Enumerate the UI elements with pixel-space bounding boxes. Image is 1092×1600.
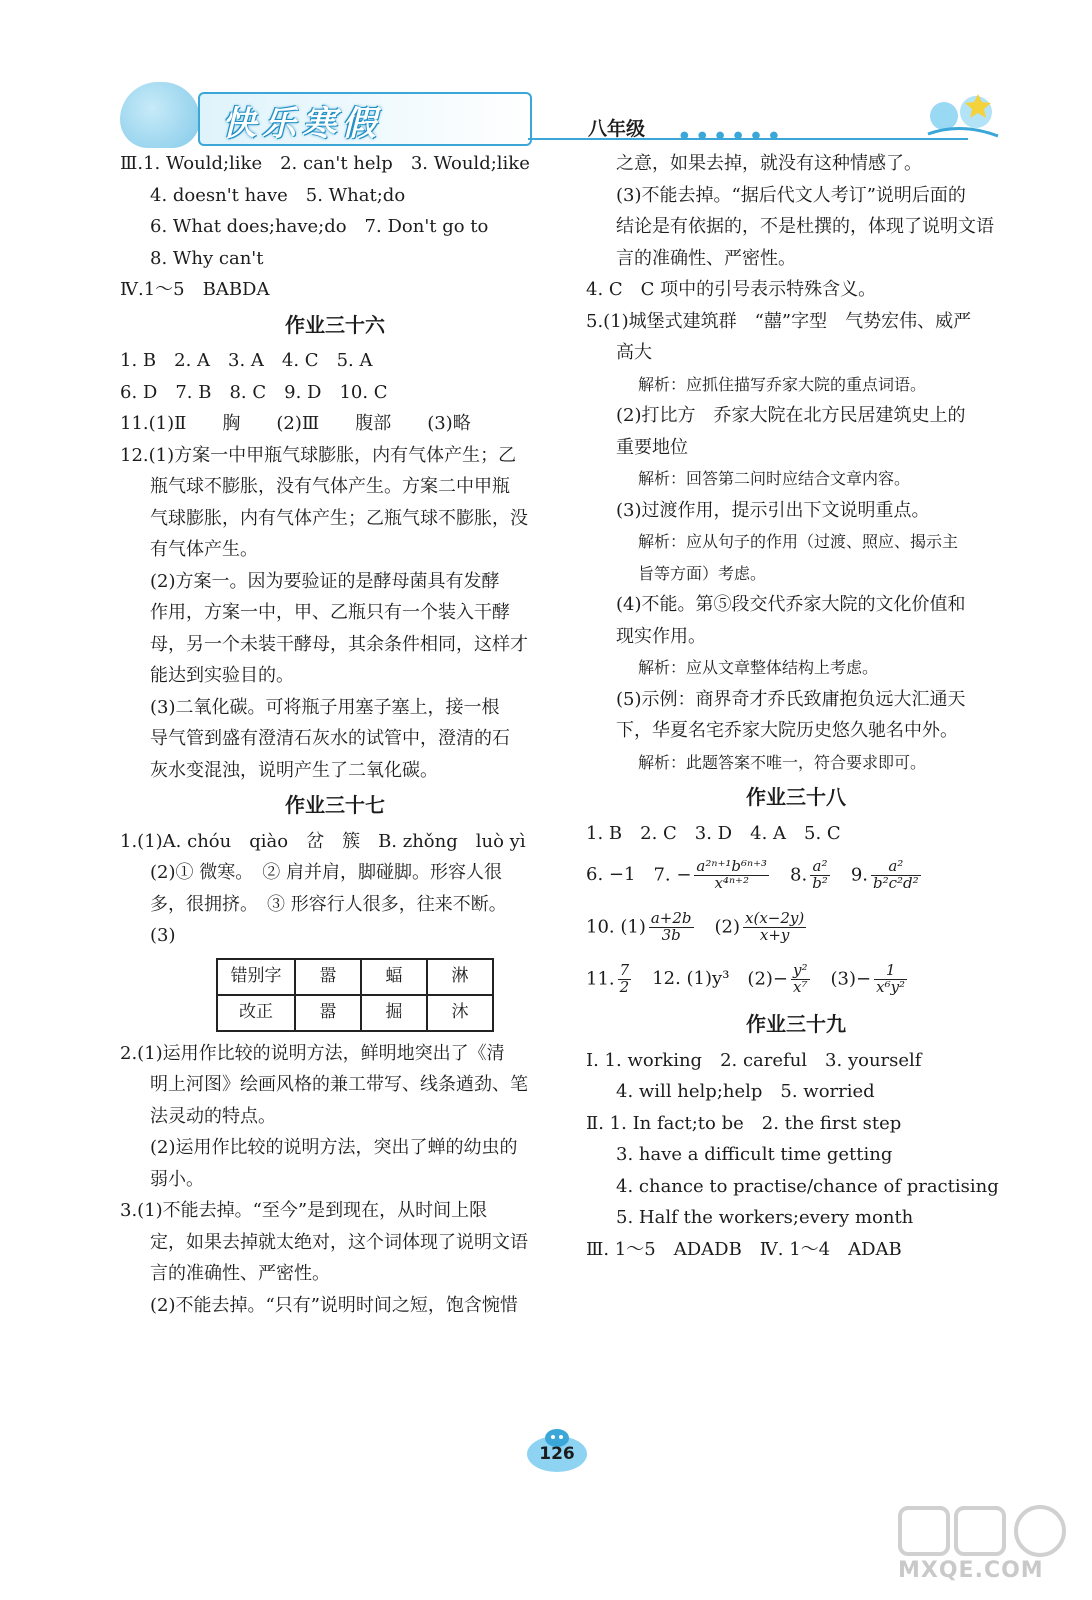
answer-line: (2)方案一。因为要验证的是酵母菌具有发酵 bbox=[150, 570, 500, 592]
answer-line: 6. What does;have;do 7. Don't go to bbox=[150, 216, 489, 237]
answer-line: 言的准确性、严密性。 bbox=[616, 247, 796, 269]
watermark-text: MXQE.COM bbox=[898, 1558, 1044, 1583]
book-title: 快乐寒假 bbox=[222, 104, 382, 144]
answer-line: 瓶气球不膨胀，没有气体产生。方案二中甲瓶 bbox=[150, 476, 510, 497]
analysis-note: 解析：应从句子的作用（过渡、照应、揭示主 bbox=[638, 532, 959, 551]
fraction bbox=[743, 908, 806, 944]
section-heading-37: 作业三十七 bbox=[285, 793, 385, 817]
answer-line: 3.(1)不能去掉。“至今”是到现在，从时间上限 bbox=[120, 1200, 488, 1221]
answer-line: (2)打比方 乔家大院在北方民居建筑史上的 bbox=[616, 405, 966, 426]
answer-line: (3)二氧化碳。可将瓶子用塞子塞上，接一根 bbox=[150, 696, 500, 718]
analysis-note: 解析：此题答案不唯一，符合要求即可。 bbox=[638, 752, 927, 772]
denominator: 3b bbox=[661, 925, 681, 944]
answer-line: 4. doesn't have 5. What;do bbox=[150, 184, 406, 206]
answer-line: 法灵动的特点。 bbox=[150, 1105, 276, 1127]
answer-line: 3. have a difficult time getting bbox=[616, 1144, 893, 1165]
answer-line: (3) bbox=[150, 925, 176, 946]
answer-line: (3)不能去掉。“据后代文人考订”说明后面的 bbox=[616, 184, 966, 206]
answer-line: 4. will help;help 5. worried bbox=[616, 1081, 875, 1102]
table-cell: 嚣 bbox=[295, 959, 361, 995]
fraction bbox=[874, 960, 907, 996]
answer-line: 5. Half the workers;every month bbox=[616, 1207, 914, 1228]
answer-line: 有气体产生。 bbox=[150, 539, 258, 560]
math-answer-row bbox=[586, 849, 1006, 901]
answer-line: 弱小。 bbox=[150, 1168, 204, 1190]
analysis-note: 解析：回答第二问时应结合文章内容。 bbox=[638, 469, 911, 488]
answer-line: Ⅰ. 1. working 2. careful 3. yourself bbox=[586, 1049, 922, 1071]
math-answer-row bbox=[586, 953, 1006, 1005]
answer-line: 明上河图》绘画风格的兼工带写、线条遒劲、笔 bbox=[150, 1074, 528, 1095]
answer-line: 2.(1)运用作比较的说明方法，鲜明地突出了《清 bbox=[120, 1042, 505, 1064]
math-label: (2)− bbox=[747, 968, 789, 989]
denominator: b²c²d² bbox=[873, 873, 919, 892]
math-label: 11. bbox=[586, 968, 615, 989]
math-answer bbox=[714, 908, 810, 944]
math-label: 8. bbox=[790, 864, 808, 885]
typo-correction-table bbox=[216, 958, 494, 1032]
math-answer bbox=[586, 960, 634, 996]
math-answer: 6. −1 bbox=[586, 864, 636, 886]
answer-line: 6. D 7. B 8. C 9. D 10. C bbox=[120, 381, 388, 403]
answer-line: 4. C C 项中的引号表示特殊含义。 bbox=[586, 279, 877, 300]
table-cell: 蝠 bbox=[361, 959, 427, 995]
answer-line: (2)运用作比较的说明方法，突出了蝉的幼虫的 bbox=[150, 1137, 518, 1158]
mascot-icon bbox=[120, 82, 200, 148]
answer-line: 12.(1)方案一中甲瓶气球膨胀，内有气体产生；乙 bbox=[120, 444, 517, 466]
table-cell: 错别字 bbox=[217, 959, 295, 995]
analysis-note: 旨等方面）考虑。 bbox=[638, 563, 767, 583]
answer-line: 现实作用。 bbox=[616, 625, 706, 647]
math-answer: 12. (1)y³ bbox=[652, 968, 730, 990]
table-cell: 淋 bbox=[427, 959, 493, 995]
page-number: 126 bbox=[539, 1444, 575, 1464]
fraction bbox=[810, 856, 830, 892]
table-cell: 掘 bbox=[361, 995, 427, 1031]
math-label: (3)− bbox=[830, 968, 872, 989]
answer-line: 重要地位 bbox=[616, 436, 688, 458]
answer-line: (5)示例：商界奇才乔氏致庸抱负远大汇通天 bbox=[616, 688, 966, 710]
denominator: b² bbox=[812, 873, 828, 892]
numerator: y² bbox=[793, 960, 808, 979]
analysis-note: 解析：应抓住描写乔家大院的重点词语。 bbox=[638, 374, 927, 394]
answer-line: 高大 bbox=[616, 342, 652, 363]
answer-line: (4)不能。第⑤段交代乔家大院的文化价值和 bbox=[616, 594, 966, 615]
denominator: x+y bbox=[759, 925, 790, 944]
numerator: a² bbox=[810, 859, 830, 876]
analysis-note: 解析：应从文章整体结构上考虑。 bbox=[638, 658, 879, 677]
answer-line: 导气管到盛有澄清石灰水的试管中，澄清的石 bbox=[150, 728, 510, 749]
math-label: 9. bbox=[850, 864, 869, 885]
numerator: 1 bbox=[874, 963, 907, 980]
answer-line: 定，如果去掉就太绝对，这个词体现了说明文语 bbox=[150, 1231, 528, 1253]
answer-line: 气球膨胀，内有气体产生；乙瓶气球不膨胀，没 bbox=[150, 507, 528, 529]
answer-line: 8. Why can't bbox=[150, 247, 264, 269]
answer-line: Ⅱ. 1. In fact;to be 2. the first step bbox=[586, 1112, 902, 1134]
answer-line: 1.(1)A. chóu qiào 岔 簇 B. zhǒng luò yì bbox=[120, 830, 526, 852]
answer-line: 之意，如果去掉，就没有这种情感了。 bbox=[616, 153, 922, 174]
table-cell: 沐 bbox=[427, 995, 493, 1031]
watermark bbox=[890, 1500, 1080, 1590]
answer-line: 灰水变混浊，说明产生了二氧化碳。 bbox=[150, 759, 438, 781]
math-label: (2) bbox=[714, 916, 741, 937]
answer-line: Ⅳ.1～5 BABDA bbox=[120, 279, 270, 300]
numerator: x(x−2y) bbox=[745, 908, 805, 927]
math-label: 10. (1) bbox=[586, 916, 646, 937]
fraction bbox=[649, 908, 694, 944]
answer-line: (2)不能去掉。“只有”说明时间之短，饱含惋惜 bbox=[150, 1294, 518, 1316]
denominator: 2 bbox=[619, 977, 630, 996]
fraction bbox=[871, 856, 921, 892]
section-heading-36: 作业三十六 bbox=[285, 312, 385, 337]
denominator: x⁴ⁿ⁺² bbox=[714, 873, 749, 892]
denominator: x⁶y² bbox=[876, 977, 906, 996]
answer-line: 1. B 2. C 3. D 4. A 5. C bbox=[586, 822, 841, 844]
answer-line: 多，很拥挤。 ③ 形容行人很多，往来不断。 bbox=[150, 893, 507, 915]
math-answer bbox=[653, 856, 772, 892]
numerator: a+2b bbox=[650, 908, 692, 927]
math-answer bbox=[747, 960, 812, 996]
math-answer-row bbox=[586, 901, 1006, 953]
numerator: a² bbox=[871, 859, 921, 876]
left-column bbox=[120, 148, 550, 1321]
numerator: a²ⁿ⁺¹b⁶ⁿ⁺³ bbox=[696, 856, 768, 875]
answer-line: (2)① 微寒。 ② 肩并肩，脚碰脚。形容人很 bbox=[150, 862, 502, 883]
numerator: 7 bbox=[619, 960, 630, 979]
page-number-badge bbox=[522, 1424, 592, 1474]
math-answer bbox=[830, 960, 911, 996]
right-column bbox=[586, 148, 1006, 1265]
answer-line: 言的准确性、严密性。 bbox=[150, 1263, 330, 1284]
math-label: 7. − bbox=[653, 864, 692, 885]
fraction bbox=[618, 960, 632, 996]
answer-line: Ⅲ. 1～5 ADADB Ⅳ. 1～4 ADAB bbox=[586, 1238, 902, 1260]
math-answer bbox=[586, 908, 697, 944]
answer-line: 1. B 2. A 3. A 4. C 5. A bbox=[120, 350, 373, 371]
dots-decoration: ● ● ● ● ● ● bbox=[680, 130, 782, 141]
answer-line: 5.(1)城堡式建筑群 “囍”字型 气势宏伟、威严 bbox=[586, 310, 972, 332]
answer-line: 作用，方案一中，甲、乙瓶只有一个装入干酵 bbox=[150, 602, 510, 623]
table-cell: 改正 bbox=[217, 995, 295, 1031]
answer-line: 下，华夏名宅乔家大院历史悠久驰名中外。 bbox=[616, 720, 958, 741]
fraction bbox=[694, 856, 769, 892]
answer-line: 11.(1)Ⅱ 胸 (2)Ⅲ 腹部 (3)略 bbox=[120, 413, 471, 434]
math-answer bbox=[790, 856, 833, 892]
section-heading-38: 作业三十八 bbox=[746, 785, 846, 809]
math-answer bbox=[850, 856, 924, 892]
section-heading-39: 作业三十九 bbox=[746, 1012, 846, 1036]
page-header bbox=[120, 86, 1000, 148]
answer-line: 结论是有依据的，不是杜撰的，体现了说明文语 bbox=[616, 216, 994, 237]
snowman-icon bbox=[918, 86, 1004, 142]
answer-line: Ⅲ.1. Would;like 2. can't help 3. Would;like bbox=[120, 153, 530, 174]
grade-label: 八年级 bbox=[588, 118, 646, 140]
fraction bbox=[791, 960, 810, 996]
table-cell: 嚣 bbox=[295, 995, 361, 1031]
watermark-logo-icon bbox=[890, 1500, 1080, 1560]
answer-line: 4. chance to practise/chance of practising bbox=[616, 1175, 999, 1197]
answer-line: (3)过渡作用，提示引出下文说明重点。 bbox=[616, 499, 930, 521]
answer-line: 母，另一个未装干酵母，其余条件相同，这样才 bbox=[150, 633, 528, 655]
answer-line: 能达到实验目的。 bbox=[150, 665, 294, 686]
denominator: x⁷ bbox=[793, 977, 808, 996]
